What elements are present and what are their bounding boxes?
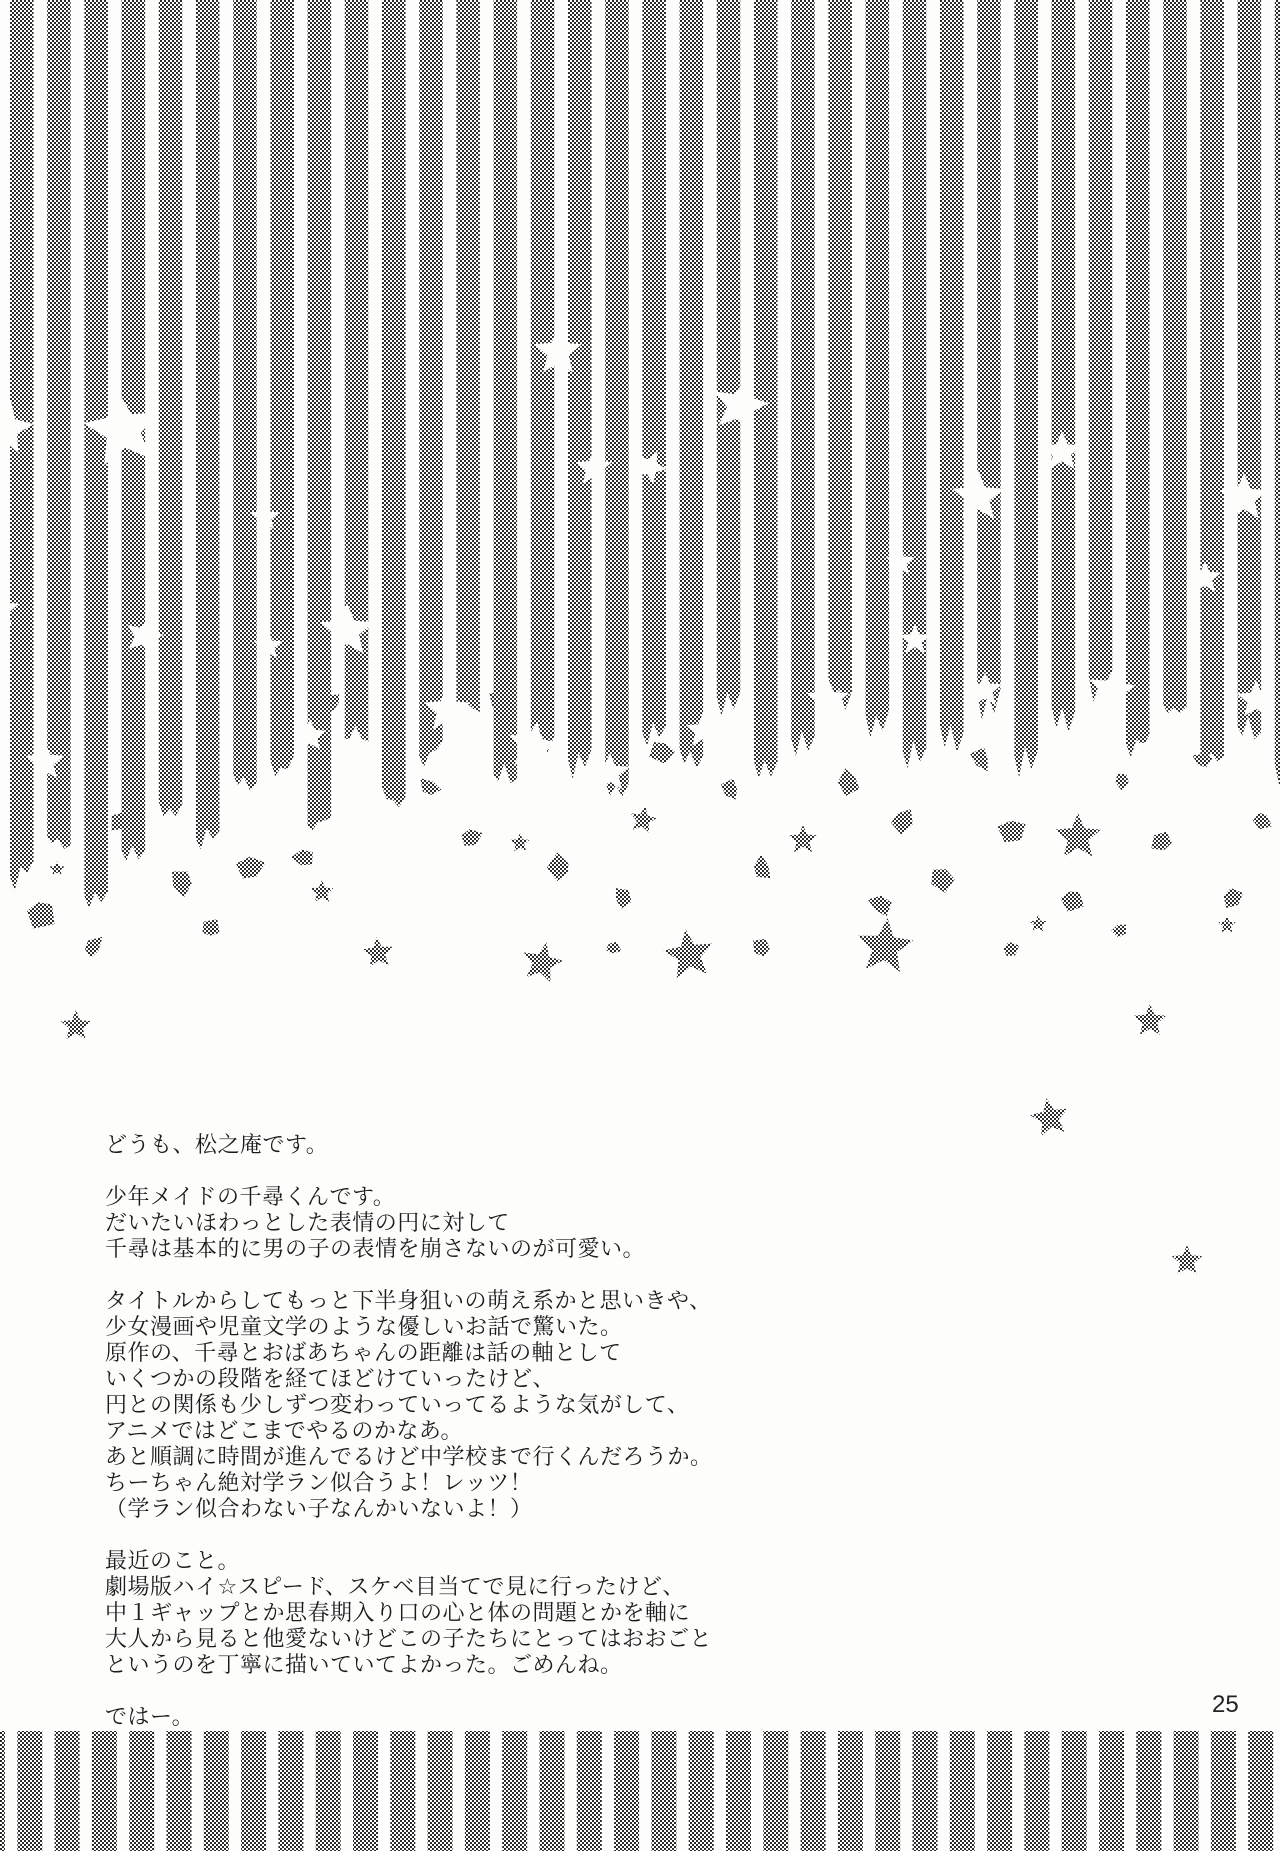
afterword-line: いくつかの段階を経てほどけていったけど、 (105, 1367, 556, 1392)
afterword-line: 最近のこと。 (105, 1549, 241, 1574)
afterword-text-block (105, 1133, 713, 1757)
afterword-line: 大人から見ると他愛ないけどこの子たちにとってはおおごと (105, 1627, 713, 1652)
afterword-paragraph (105, 1705, 713, 1731)
afterword-line: ではー。 (105, 1705, 195, 1730)
afterword-line: 劇場版ハイ☆スピード、スケベ目当てで見に行ったけど、 (105, 1575, 685, 1600)
afterword-line: 少年メイドの千尋くんです。 (105, 1185, 396, 1210)
page-number: 25 (1212, 1691, 1239, 1718)
afterword-line: あと順調に時間が進んでるけど中学校まで行くんだろうか。 (105, 1445, 713, 1470)
top-stripe-curtain (10, 0, 1280, 908)
afterword-line: （学ラン似合わない子なんかいないよ！） (105, 1497, 533, 1522)
afterword-line: 中１ギャップとか思春期入り口の心と体の問題とかを軸に (105, 1601, 691, 1626)
afterword-paragraph (105, 1185, 713, 1263)
afterword-line: 少女漫画や児童文学のような優しいお話で驚いた。 (105, 1315, 623, 1340)
afterword-line: 千尋は基本的に男の子の表情を崩さないのが可愛い。 (105, 1237, 646, 1262)
afterword-line: というのを丁寧に描いていてよかった。ごめんね。 (105, 1653, 623, 1678)
afterword-line: タイトルからしてもっと下半身狙いの萌え系かと思いきや、 (105, 1289, 712, 1314)
afterword-line: だいたいほわっとした表情の円に対して (105, 1211, 510, 1236)
afterword-line: どうも、松之庵です。 (105, 1133, 329, 1158)
afterword-paragraph (105, 1133, 713, 1159)
afterword-line: 原作の、千尋とおばあちゃんの距離は話の軸として (105, 1341, 622, 1366)
afterword-paragraph (105, 1289, 713, 1523)
halftone-edge-fragments (27, 692, 1272, 958)
afterword-line: 円との関係も少しずつ変わっていってるような気がして、 (105, 1393, 690, 1418)
afterword-line: アニメではどこまでやるのかなあ。 (105, 1419, 464, 1444)
afterword-paragraph (105, 1549, 713, 1679)
white-star-cutout-icons (0, 327, 1275, 789)
afterword-line: ちーちゃん絶対学ラン似合うよ！レッツ！ (105, 1471, 533, 1496)
